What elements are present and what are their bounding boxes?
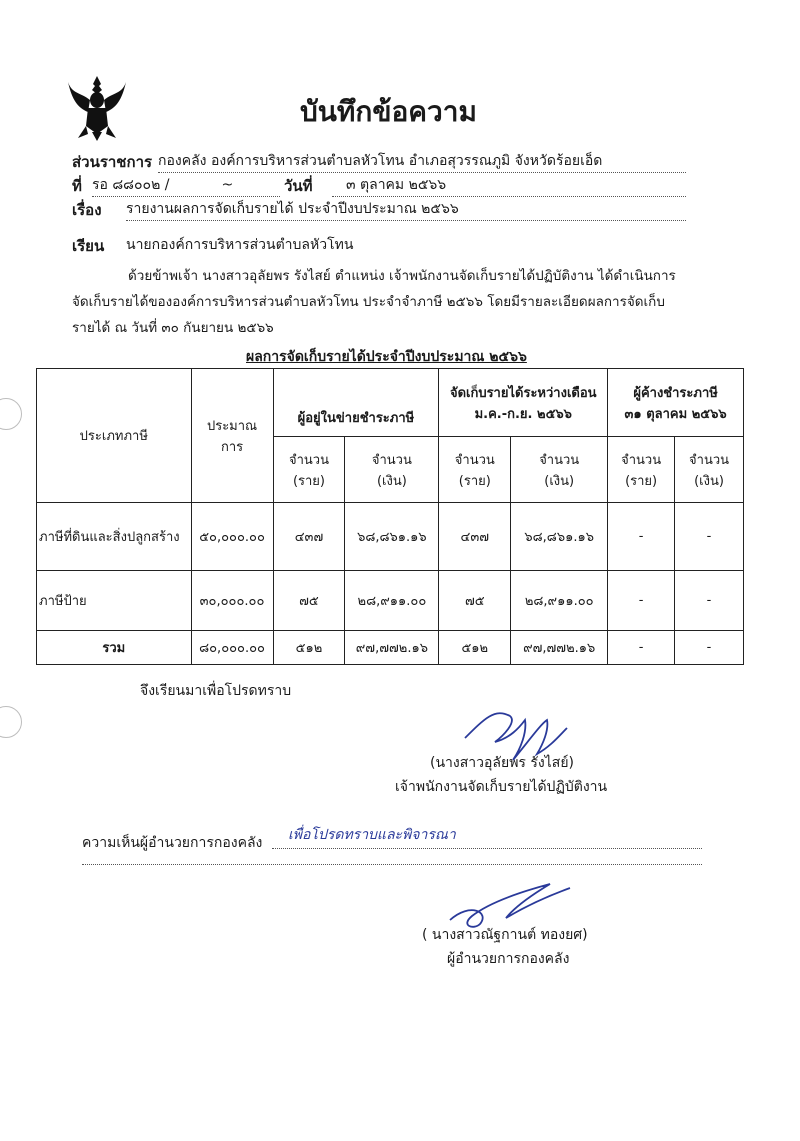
cell-due-amount: - — [675, 503, 744, 571]
opinion-label: ความเห็นผู้อำนวยการกองคลัง — [82, 835, 263, 851]
cell-due: - — [608, 631, 675, 665]
cell-collected: ๗๕ — [439, 571, 511, 631]
signature-icon — [430, 872, 590, 932]
cell-collected: ๔๓๗ — [439, 503, 511, 571]
cell-collected-amount: ๒๘,๙๑๑.๐๐ — [511, 571, 608, 631]
table-row-total — [37, 631, 744, 665]
cell-due-amount: - — [675, 571, 744, 631]
signer1-name: (นางสาวอุลัยพร รังไสย์) — [430, 755, 574, 771]
to-value: นายกองค์การบริหารส่วนตำบลหัวโทน — [126, 237, 354, 253]
body-line-3: รายได้ ณ วันที่ ๓๐ กันยายน ๒๕๖๖ — [72, 320, 274, 336]
header-collected: จัดเก็บรายได้ระหว่างเดือน ม.ค.-ก.ย. ๒๕๖๖ — [439, 369, 608, 437]
closing-text: จึงเรียนมาเพื่อโปรดทราบ — [140, 683, 292, 699]
cell-payers: ๔๓๗ — [273, 503, 345, 571]
date-value: ๓ ตุลาคม ๒๕๖๖ — [332, 174, 686, 197]
subheader-amount: จำนวน (เงิน) — [511, 437, 608, 503]
opinion-handwritten: เพื่อโปรดทราบและพิจารณา — [288, 827, 456, 843]
cell-estimate: ๘๐,๐๐๐.๐๐ — [191, 631, 273, 665]
table-caption: ผลการจัดเก็บรายได้ประจำปีงบประมาณ ๒๕๖๖ — [246, 349, 527, 365]
cell-payers-amount: ๙๗,๗๗๒.๑๖ — [345, 631, 439, 665]
cell-payers-amount: ๒๘,๙๑๑.๐๐ — [345, 571, 439, 631]
header-type: ประเภทภาษี — [37, 369, 192, 503]
cell-type: รวม — [37, 631, 192, 665]
garuda-emblem-icon — [66, 74, 128, 142]
body-line-1: ด้วยข้าพเจ้า นางสาวอุลัยพร รังไสย์ ตำแหน่ง เจ้าพนักงานจัดเก็บรายได้ปฏิบัติงาน ได้ดำเนินการ — [128, 268, 676, 284]
cell-type: ภาษีป้าย — [37, 571, 192, 631]
subject-value: รายงานผลการจัดเก็บรายได้ ประจำปีงบประมาณ ๒๕๖๖ — [126, 198, 686, 221]
opinion-line-2 — [82, 852, 702, 865]
cell-payers-amount: ๖๘,๘๖๑.๑๖ — [345, 503, 439, 571]
subheader-amount: จำนวน (เงิน) — [345, 437, 439, 503]
signer1-position: เจ้าพนักงานจัดเก็บรายได้ปฏิบัติงาน — [395, 779, 608, 795]
dept-label: ส่วนราชการ — [72, 153, 153, 171]
cell-payers: ๕๑๒ — [273, 631, 345, 665]
header-payers: ผู้อยู่ในข่ายชำระภาษี — [273, 369, 439, 437]
header-due: ผู้ค้างชำระภาษี ๓๑ ตุลาคม ๒๕๖๖ — [608, 369, 744, 437]
subheader-amount: จำนวน (เงิน) — [675, 437, 744, 503]
punch-hole-bottom — [0, 706, 22, 738]
cell-estimate: ๕๐,๐๐๐.๐๐ — [191, 503, 273, 571]
cell-collected: ๕๑๒ — [439, 631, 511, 665]
to-label: เรียน — [72, 237, 105, 255]
revenue-table — [36, 368, 744, 665]
signer2-name: ( นางสาวณัฐกานต์ ทองยศ) — [422, 927, 588, 943]
subheader-count: จำนวน (ราย) — [273, 437, 345, 503]
cell-type: ภาษีที่ดินและสิ่งปลูกสร้าง — [37, 503, 192, 571]
ref-value: รอ ๘๘๐๐๒ / ~ — [92, 174, 280, 197]
header-estimate: ประมาณ การ — [191, 369, 273, 503]
cell-payers: ๗๕ — [273, 571, 345, 631]
ref-label: ที่ — [72, 177, 82, 195]
cell-estimate: ๓๐,๐๐๐.๐๐ — [191, 571, 273, 631]
cell-due: - — [608, 571, 675, 631]
table-row — [37, 503, 744, 571]
signer2-position: ผู้อำนวยการกองคลัง — [447, 951, 570, 967]
punch-hole-top — [0, 398, 22, 430]
table-row — [37, 571, 744, 631]
body-line-2: จัดเก็บรายได้ขององค์การบริหารส่วนตำบลหัวโทน ประจำจำภาษี ๒๕๖๖ โดยมีรายละเอียดผลการจัดเก็บ — [72, 294, 665, 310]
dept-value: กองคลัง องค์การบริหารส่วนตำบลหัวโทน อำเภอสุวรรณภูมิ จังหวัดร้อยเอ็ด — [158, 150, 686, 173]
subject-label: เรื่อง — [72, 201, 102, 219]
subheader-count: จำนวน (ราย) — [608, 437, 675, 503]
subheader-count: จำนวน (ราย) — [439, 437, 511, 503]
cell-due: - — [608, 503, 675, 571]
cell-due-amount: - — [675, 631, 744, 665]
cell-collected-amount: ๖๘,๘๖๑.๑๖ — [511, 503, 608, 571]
date-label: วันที่ — [284, 177, 313, 195]
cell-collected-amount: ๙๗,๗๗๒.๑๖ — [511, 631, 608, 665]
opinion-line-1 — [272, 827, 702, 849]
memo-title: บันทึกข้อความ — [300, 95, 477, 128]
